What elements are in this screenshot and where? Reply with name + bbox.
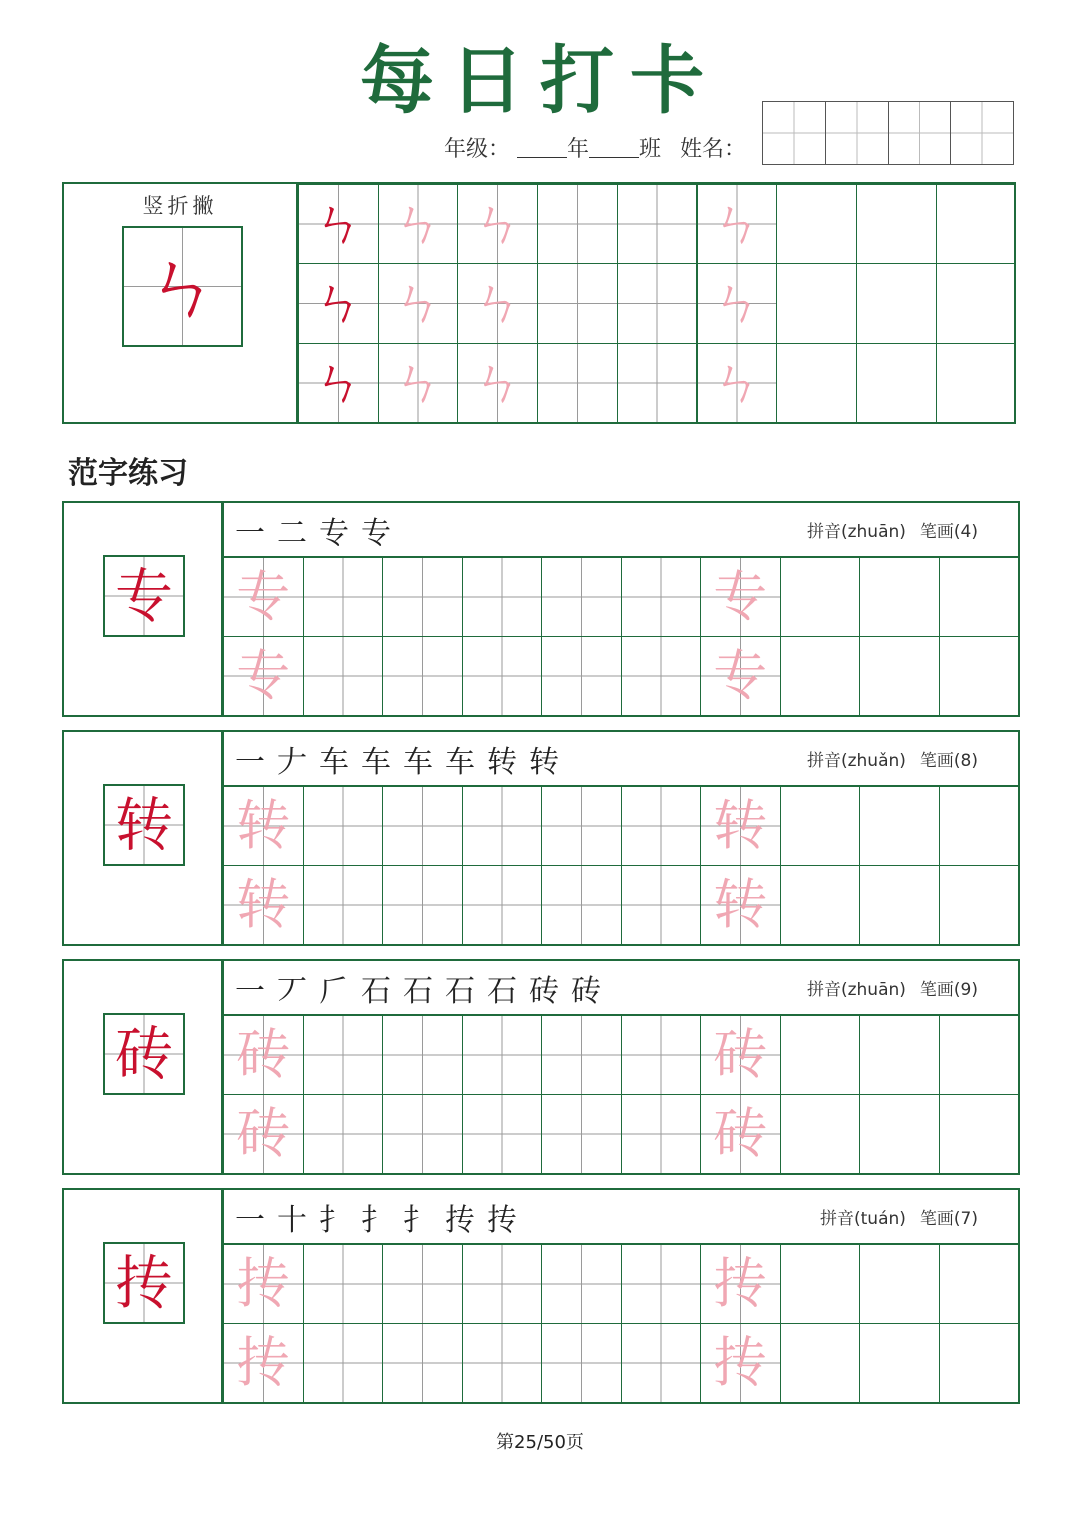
stroke-step: 抟: [445, 1202, 475, 1238]
stroke-practice-cell[interactable]: [298, 184, 379, 264]
practice-cell[interactable]: [223, 1244, 304, 1324]
practice-cell[interactable]: [462, 1244, 543, 1324]
practice-cell[interactable]: [223, 865, 304, 945]
practice-cell[interactable]: [462, 1015, 543, 1095]
stroke-step: 车: [403, 744, 433, 780]
stroke-step: 一: [235, 973, 265, 1009]
trace-glyph: 专: [713, 565, 768, 628]
practice-cell[interactable]: [939, 636, 1020, 716]
stroke-trace-glyph: ㄣ: [312, 273, 365, 334]
stroke-practice-cell[interactable]: [298, 263, 379, 343]
practice-cell[interactable]: [462, 1094, 543, 1174]
stroke-trace-glyph: ㄣ: [312, 194, 365, 255]
stroke-practice-cell[interactable]: [537, 263, 618, 343]
stroke-practice-cell[interactable]: [457, 263, 538, 343]
stroke-step: 专: [319, 515, 349, 551]
practice-cell[interactable]: [859, 1094, 940, 1174]
practice-cell[interactable]: [382, 557, 463, 637]
stroke-practice-cell[interactable]: [697, 184, 778, 264]
practice-cell[interactable]: [382, 1094, 463, 1174]
practice-cell[interactable]: [939, 1015, 1020, 1095]
stroke-step: 车: [319, 744, 349, 780]
practice-cell[interactable]: [700, 636, 781, 716]
name-cell[interactable]: [889, 102, 952, 164]
stroke-practice-cell[interactable]: [936, 263, 1017, 343]
practice-cell[interactable]: [780, 557, 861, 637]
stroke-practice-cell[interactable]: [457, 343, 538, 423]
year-suffix: 年: [567, 137, 590, 162]
stroke-step: 转: [529, 744, 559, 780]
model-char-cell: [103, 555, 185, 637]
stroke-practice-cell[interactable]: [776, 263, 857, 343]
stroke-step: 丆: [277, 973, 307, 1009]
stroke-practice-cell[interactable]: [537, 184, 618, 264]
practice-cell[interactable]: [462, 865, 543, 945]
practice-cell[interactable]: [303, 786, 384, 866]
practice-cell[interactable]: [700, 1323, 781, 1403]
practice-cell[interactable]: [541, 1323, 622, 1403]
practice-cell[interactable]: [303, 1094, 384, 1174]
stroke-step: 石: [403, 973, 433, 1009]
practice-cell[interactable]: [382, 1244, 463, 1324]
model-char-cell: [103, 1013, 185, 1095]
stroke-step: 扌: [319, 1202, 349, 1238]
stroke-practice-cell[interactable]: [697, 343, 778, 423]
char-meta: [807, 517, 978, 542]
stroke-trace-glyph: ㄣ: [392, 194, 445, 255]
stroke-demo-cell: [122, 226, 243, 347]
practice-cell[interactable]: [700, 1015, 781, 1095]
stroke-practice-cell[interactable]: [378, 343, 459, 423]
stroke-step: 车: [361, 744, 391, 780]
stroke-count-label: 笔画(9): [919, 980, 978, 1000]
practice-cell[interactable]: [939, 786, 1020, 866]
practice-cell[interactable]: [462, 1323, 543, 1403]
stroke-step: 一: [235, 744, 265, 780]
name-cell[interactable]: [951, 102, 1013, 164]
stroke-order-strip: [223, 961, 1018, 1015]
trace-glyph: 抟: [236, 1252, 291, 1315]
practice-cell[interactable]: [223, 786, 304, 866]
stroke-step: 车: [445, 744, 475, 780]
practice-cell[interactable]: [780, 1244, 861, 1324]
trace-glyph: 转: [713, 873, 768, 936]
practice-cell[interactable]: [382, 1015, 463, 1095]
trace-glyph: 专: [713, 644, 768, 707]
stroke-trace-glyph: ㄣ: [312, 352, 365, 413]
stroke-step: 二: [277, 515, 307, 551]
name-label: 姓名：: [680, 137, 747, 162]
stroke-trace-glyph: ㄣ: [392, 273, 445, 334]
trace-glyph: 抟: [713, 1252, 768, 1315]
practice-cell[interactable]: [223, 557, 304, 637]
stroke-practice-cell[interactable]: [936, 343, 1017, 423]
student-info: [444, 132, 746, 163]
practice-cell[interactable]: [700, 865, 781, 945]
practice-cell[interactable]: [859, 865, 940, 945]
stroke-practice-cell[interactable]: [617, 184, 698, 264]
practice-cell[interactable]: [621, 786, 702, 866]
stroke-trace-glyph: ㄣ: [471, 194, 524, 255]
stroke-count-label: 笔画(8): [919, 751, 978, 771]
stroke-practice-cell[interactable]: [617, 263, 698, 343]
stroke-practice-cell[interactable]: [856, 343, 937, 423]
pinyin-label: 拼音(zhuǎn): [806, 751, 906, 771]
stroke-step: 石: [361, 973, 391, 1009]
stroke-trace-glyph: ㄣ: [710, 194, 763, 255]
stroke-practice-cell[interactable]: [537, 343, 618, 423]
practice-cell[interactable]: [621, 1094, 702, 1174]
practice-cell[interactable]: [621, 1244, 702, 1324]
stroke-step: 石: [445, 973, 475, 1009]
practice-cell[interactable]: [780, 1094, 861, 1174]
stroke-practice-cell[interactable]: [617, 343, 698, 423]
practice-cell[interactable]: [303, 865, 384, 945]
practice-cell[interactable]: [303, 636, 384, 716]
practice-cell[interactable]: [621, 865, 702, 945]
practice-cell[interactable]: [939, 1323, 1020, 1403]
grade-blank[interactable]: [517, 137, 567, 158]
name-cell[interactable]: [826, 102, 889, 164]
stroke-practice-cell[interactable]: [856, 184, 937, 264]
stroke-trace-glyph: ㄣ: [710, 352, 763, 413]
trace-glyph: 砖: [236, 1023, 291, 1086]
practice-cell[interactable]: [541, 1094, 622, 1174]
section-title: 范字练习: [68, 456, 188, 491]
trace-glyph: 转: [236, 794, 291, 857]
practice-cell[interactable]: [382, 636, 463, 716]
model-char-glyph: 砖: [114, 1020, 173, 1088]
practice-cell[interactable]: [462, 557, 543, 637]
practice-cell[interactable]: [621, 557, 702, 637]
stroke-step: 专: [361, 515, 391, 551]
practice-cell[interactable]: [939, 1094, 1020, 1174]
practice-cell[interactable]: [621, 1015, 702, 1095]
practice-cell[interactable]: [541, 865, 622, 945]
practice-cell[interactable]: [462, 786, 543, 866]
stroke-step: 抟: [487, 1202, 517, 1238]
practice-cell[interactable]: [939, 557, 1020, 637]
practice-cell[interactable]: [223, 1094, 304, 1174]
stroke-order-strip: [223, 732, 1018, 786]
trace-glyph: 砖: [236, 1102, 291, 1165]
stroke-practice-cell[interactable]: [457, 184, 538, 264]
page-title: 每日打卡: [360, 38, 720, 124]
model-char-glyph: 专: [114, 562, 173, 630]
model-char-cell: [103, 1242, 185, 1324]
stroke-step: 𠂇: [277, 744, 307, 780]
stroke-practice-cell[interactable]: [936, 184, 1017, 264]
practice-cell[interactable]: [859, 1015, 940, 1095]
pinyin-label: 拼音(zhuān): [806, 980, 906, 1000]
practice-cell[interactable]: [859, 1323, 940, 1403]
stroke-count-label: 笔画(7): [919, 1209, 978, 1229]
stroke-practice-cell[interactable]: [697, 263, 778, 343]
practice-cell[interactable]: [223, 636, 304, 716]
stroke-step: 扌: [361, 1202, 391, 1238]
stroke-trace-glyph: ㄣ: [471, 352, 524, 413]
trace-glyph: 专: [236, 565, 291, 628]
trace-glyph: 转: [713, 794, 768, 857]
stroke-step: 砖: [529, 973, 559, 1009]
practice-cell[interactable]: [303, 1323, 384, 1403]
stroke-step: 十: [277, 1202, 307, 1238]
trace-glyph: 专: [236, 644, 291, 707]
name-grid[interactable]: [762, 101, 1014, 165]
practice-cell[interactable]: [780, 786, 861, 866]
stroke-trace-glyph: ㄣ: [392, 352, 445, 413]
practice-cell[interactable]: [780, 865, 861, 945]
model-char-glyph: 转: [114, 791, 173, 859]
model-char-glyph: 抟: [114, 1249, 173, 1317]
stroke-practice-cell[interactable]: [378, 184, 459, 264]
stroke-practice-cell[interactable]: [776, 184, 857, 264]
stroke-demo-glyph: ㄣ: [143, 241, 222, 332]
grade-label: 年级：: [444, 137, 511, 162]
stroke-practice-cell[interactable]: [298, 343, 379, 423]
stroke-step: 一: [235, 515, 265, 551]
practice-cell[interactable]: [382, 865, 463, 945]
practice-cell[interactable]: [780, 1323, 861, 1403]
stroke-order-strip: [223, 1190, 1018, 1244]
model-char-cell: [103, 784, 185, 866]
practice-cell[interactable]: [700, 557, 781, 637]
practice-cell[interactable]: [859, 636, 940, 716]
name-cell[interactable]: [763, 102, 826, 164]
practice-cell[interactable]: [859, 557, 940, 637]
practice-cell[interactable]: [382, 1323, 463, 1403]
stroke-step: 石: [487, 973, 517, 1009]
stroke-order-strip: [223, 503, 1018, 557]
practice-cell[interactable]: [700, 786, 781, 866]
stroke-practice-cell[interactable]: [776, 343, 857, 423]
trace-glyph: 抟: [713, 1331, 768, 1394]
practice-cell[interactable]: [621, 636, 702, 716]
char-meta: [807, 975, 978, 1000]
stroke-step: 𠂆: [319, 973, 349, 1009]
practice-cell[interactable]: [462, 636, 543, 716]
practice-cell[interactable]: [939, 1244, 1020, 1324]
trace-glyph: 转: [236, 873, 291, 936]
stroke-count-label: 笔画(4): [919, 522, 978, 542]
stroke-trace-glyph: ㄣ: [471, 273, 524, 334]
practice-cell[interactable]: [700, 1244, 781, 1324]
practice-cell[interactable]: [780, 636, 861, 716]
trace-glyph: 砖: [713, 1102, 768, 1165]
char-meta: [807, 746, 978, 771]
practice-cell[interactable]: [303, 1015, 384, 1095]
class-suffix: 班: [639, 137, 662, 162]
practice-cell[interactable]: [541, 1015, 622, 1095]
stroke-step: 转: [487, 744, 517, 780]
stroke-practice-cell[interactable]: [378, 263, 459, 343]
page-number: 第25/50页: [496, 1432, 584, 1453]
trace-glyph: 抟: [236, 1331, 291, 1394]
practice-cell[interactable]: [541, 786, 622, 866]
practice-cell[interactable]: [621, 1323, 702, 1403]
practice-cell[interactable]: [382, 786, 463, 866]
trace-glyph: 砖: [713, 1023, 768, 1086]
practice-cell[interactable]: [859, 786, 940, 866]
stroke-step: 扌: [403, 1202, 433, 1238]
pinyin-label: 拼音(zhuān): [806, 522, 906, 542]
practice-cell[interactable]: [780, 1015, 861, 1095]
class-blank[interactable]: [589, 137, 639, 158]
pinyin-label: 拼音(tuán): [820, 1209, 906, 1229]
stroke-name: 竖折撇: [142, 194, 218, 218]
practice-cell[interactable]: [223, 1015, 304, 1095]
practice-cell[interactable]: [303, 557, 384, 637]
stroke-practice-cell[interactable]: [856, 263, 937, 343]
practice-cell[interactable]: [541, 557, 622, 637]
practice-cell[interactable]: [541, 636, 622, 716]
stroke-trace-glyph: ㄣ: [710, 273, 763, 334]
char-meta: [820, 1204, 978, 1229]
practice-cell[interactable]: [303, 1244, 384, 1324]
stroke-step: 一: [235, 1202, 265, 1238]
practice-cell[interactable]: [700, 1094, 781, 1174]
practice-cell[interactable]: [939, 865, 1020, 945]
practice-cell[interactable]: [223, 1323, 304, 1403]
stroke-step: 砖: [571, 973, 601, 1009]
practice-cell[interactable]: [859, 1244, 940, 1324]
practice-cell[interactable]: [541, 1244, 622, 1324]
